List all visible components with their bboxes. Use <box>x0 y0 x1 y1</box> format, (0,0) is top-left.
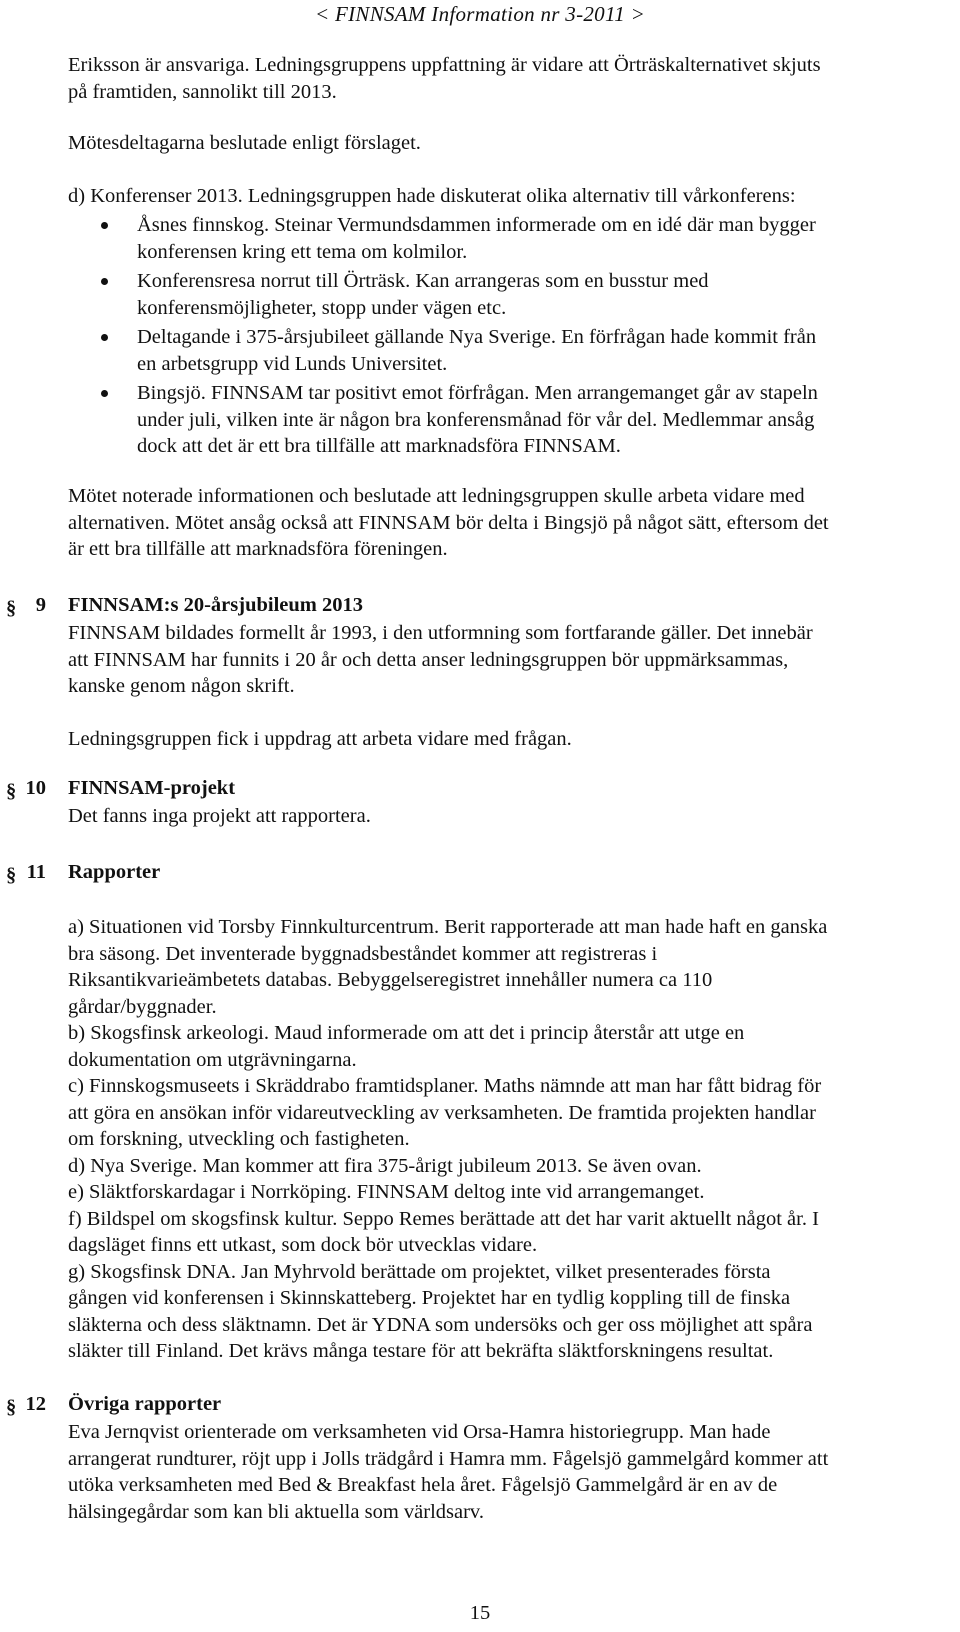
text-line: Konferensresa norrut till Örträsk. Kan arrangeras som en busstur med <box>137 270 709 292</box>
page-number: 15 <box>469 1602 491 1624</box>
text-line: c) Finnskogsmuseets i Skräddrabo framtidsplaner. Maths nämnde att man har fått bidrag för <box>68 1075 822 1097</box>
text-line: utöka verksamheten med Bed & Breakfast hela året. Fågelsjö Gammelgård är en av de <box>68 1474 778 1496</box>
text-line: Ledningsgruppen fick i uppdrag att arbeta vidare med frågan. <box>68 728 572 750</box>
text-line: kanske genom någon skrift. <box>68 675 295 697</box>
section-mark-icon: § <box>6 597 17 619</box>
section-number: 12 <box>25 1393 46 1415</box>
text-line: arrangerat rundturer, röjt upp i Jolls trädgård i Hamra mm. Fågelsjö gammelgård kommer att <box>68 1447 829 1470</box>
text-line: d) Konferenser 2013. Ledningsgruppen hade diskuterat olika alternativ till vårkonferens: <box>68 185 796 207</box>
section-mark-icon: § <box>6 780 17 802</box>
text-line: Deltagande i 375-årsjubileet gällande Nya Sverige. En förfrågan hade kommit från <box>137 326 817 348</box>
text-line: dokumentation om utgrävningarna. <box>68 1048 357 1071</box>
intro-paragraph <box>68 52 958 105</box>
text-line: under juli, vilken inte är någon bra konferensmånad för vår del. Medlemmar ansåg <box>137 408 815 431</box>
list-item <box>101 268 956 321</box>
text-line: på framtiden, sannolikt till 2013. <box>68 80 337 103</box>
conference-alternatives-list <box>101 212 956 463</box>
bullet-icon <box>101 222 108 229</box>
text-line: dock att det är ett bra tillfälle att marknadsföra FINNSAM. <box>137 435 621 457</box>
bullet-icon <box>101 334 108 341</box>
text-line: g) Skogsfinsk DNA. Jan Myhrvold berättade om projektet, vilket presenterades första <box>68 1260 771 1283</box>
text-line: en arbetsgrupp vid Lunds Universitet. <box>137 352 448 375</box>
text-line: dagsläget finns ett utkast, som dock bör utvecklas vidare. <box>68 1234 538 1256</box>
text-line: Mötesdeltagarna beslutade enligt förslaget. <box>68 132 421 154</box>
text-line: om forskning, utveckling och fastigheten. <box>68 1128 410 1150</box>
section-mark-icon: § <box>6 1396 17 1418</box>
page-header: < FINNSAM Information nr 3-2011 > <box>314 2 646 26</box>
text-line: konferensen kring ett tema om kolmilor. <box>137 240 468 263</box>
text-line: bra säsong. Det inventerade byggnadsbeståndet kommer att registreras i <box>68 942 658 965</box>
section-title: Övriga rapporter <box>68 1393 222 1415</box>
text-line: Mötet noterade informationen och beslutade att ledningsgruppen skulle arbeta vidare med <box>68 485 805 507</box>
section-12-body <box>68 1419 958 1525</box>
text-line: Eriksson är ansvariga. Ledningsgruppens uppfattning är vidare att Örträskalternativet skjuts <box>68 54 821 76</box>
section-heading-12 <box>0 1393 960 1421</box>
section-heading-10 <box>0 777 960 805</box>
section-title: Rapporter <box>68 861 161 883</box>
section-9-body <box>68 620 958 700</box>
text-line: b) Skogsfinsk arkeologi. Maud informerade om att det i princip återstår att utge en <box>68 1022 745 1044</box>
text-line: e) Släktforskardagar i Norrköping. FINNSAM deltog inte vid arrangemanget. <box>68 1181 705 1203</box>
section-mark-icon: § <box>6 864 17 886</box>
bullet-icon <box>101 278 108 285</box>
text-line: är ett bra tillfälle att marknadsföra föreningen. <box>68 538 448 560</box>
section-number: 10 <box>25 777 46 799</box>
list-item <box>101 380 956 460</box>
list-item <box>101 212 956 265</box>
text-line: att göra en ansökan inför vidareutveckling av verksamheten. De framtida projekten handlar <box>68 1101 816 1124</box>
section-title: FINNSAM:s 20-årsjubileum 2013 <box>68 594 363 616</box>
text-line: Eva Jernqvist orienterade om verksamheten vid Orsa-Hamra historiegrupp. Man hade <box>68 1421 771 1443</box>
text-line: släkterna och dess släktnamn. Det är YDNA som undersöks och ger oss möjlighet att spåra <box>68 1313 813 1336</box>
bullet-icon <box>101 390 108 397</box>
section-number: 9 <box>35 594 46 616</box>
section-9-extra <box>68 726 958 753</box>
text-line: hälsingegårdar som kan bli aktuella som världsarv. <box>68 1500 484 1523</box>
section-heading-11 <box>0 861 960 889</box>
text-line: att FINNSAM har funnits i 20 år och detta anser ledningsgruppen bör uppmärksammas, <box>68 648 789 671</box>
section-11-body <box>68 914 958 1365</box>
decision-paragraph <box>68 130 958 157</box>
list-item <box>101 324 956 377</box>
text-line: Bingsjö. FINNSAM tar positivt emot förfrågan. Men arrangemanget går av stapeln <box>137 382 818 404</box>
section-10-body <box>68 803 958 830</box>
section-title: FINNSAM-projekt <box>68 777 236 799</box>
text-line: FINNSAM bildades formellt år 1993, i den utformning som fortfarande gäller. Det innebär <box>68 622 813 644</box>
text-line: Det fanns inga projekt att rapportera. <box>68 805 371 827</box>
text-line: gårdar/byggnader. <box>68 995 217 1018</box>
text-line: konferensmöjligheter, stopp under vägen etc. <box>137 296 507 319</box>
section-heading-9 <box>0 594 960 622</box>
meeting-decision-paragraph <box>68 483 958 563</box>
text-line: d) Nya Sverige. Man kommer att fira 375-årigt jubileum 2013. Se även ovan. <box>68 1154 702 1177</box>
text-line: alternativen. Mötet ansåg också att FINNSAM bör delta i Bingsjö på något sätt, eftersom det <box>68 511 829 534</box>
text-line: a) Situationen vid Torsby Finnkulturcentrum. Berit rapporterade att man hade haft en ganska <box>68 916 828 938</box>
text-line: Riksantikvarieämbetets databas. Bebyggelseregistret innehåller numera ca 110 <box>68 969 713 991</box>
text-line: f) Bildspel om skogsfinsk kultur. Seppo Remes berättade att det har varit aktuellt något år. I <box>68 1207 819 1230</box>
text-line: gången vid konferensen i Skinnskatteberg. Projektet har en tydlig koppling till de finska <box>68 1287 791 1309</box>
text-line: släkter till Finland. Det krävs många testare för att bekräfta släktforskningens resultat. <box>68 1340 774 1362</box>
conference-paragraph <box>68 183 958 210</box>
section-number: 11 <box>26 861 46 883</box>
text-line: Åsnes finnskog. Steinar Vermundsdammen informerade om en idé där man bygger <box>137 214 816 236</box>
